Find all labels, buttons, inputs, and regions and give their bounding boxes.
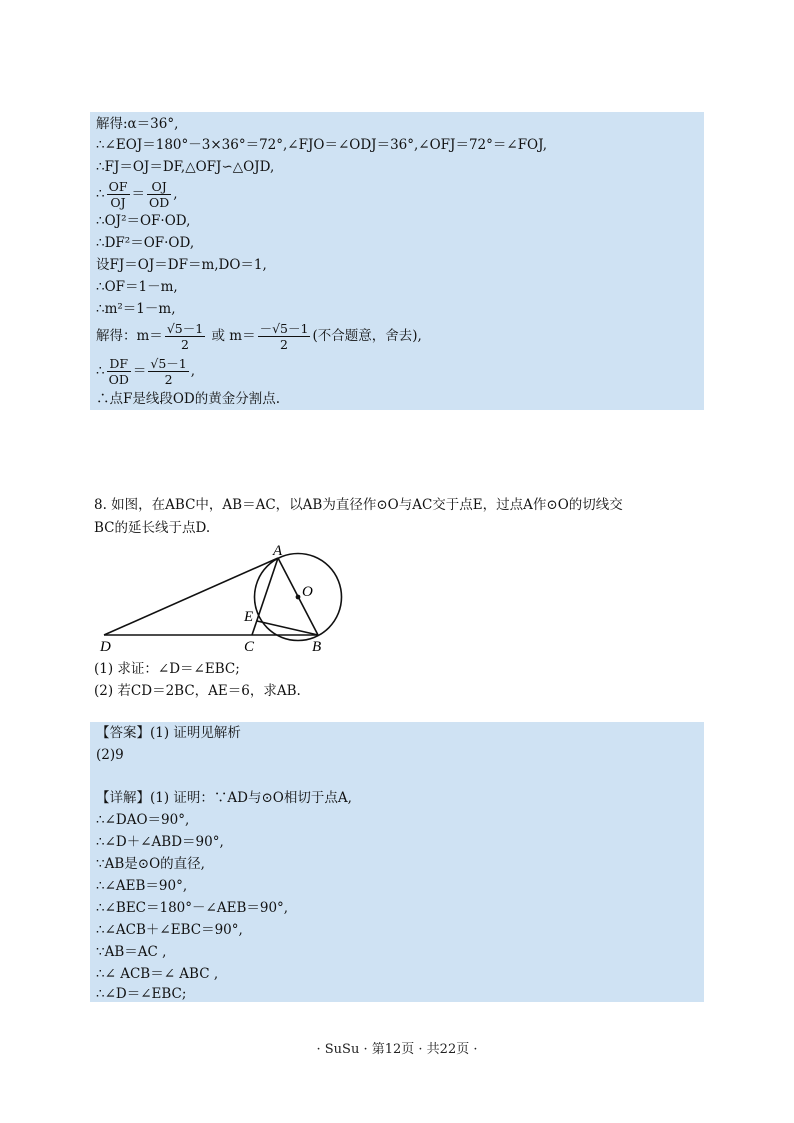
denominator: OD bbox=[108, 372, 129, 387]
detail-line: ∴∠D＝∠EBC; bbox=[96, 986, 187, 1002]
text: , bbox=[190, 363, 196, 379]
segment-eb bbox=[257, 621, 318, 635]
denominator: OD bbox=[149, 195, 170, 210]
detail-line: ∵AB＝AC , bbox=[96, 944, 167, 960]
fraction bbox=[165, 321, 205, 352]
detail-line: ∴∠D＋∠ABD＝90°, bbox=[96, 834, 224, 850]
fraction bbox=[107, 356, 131, 387]
solution-line: ∴OJ²＝OF·OD, bbox=[96, 213, 191, 229]
solution-line-fraction bbox=[96, 355, 195, 387]
solution-box-1 bbox=[90, 112, 704, 410]
detail-line: ∴∠AEB＝90°, bbox=[96, 878, 188, 894]
numerator: －√5－1 bbox=[259, 321, 309, 336]
fraction bbox=[107, 179, 130, 210]
fraction bbox=[148, 356, 188, 387]
question-text: 8. 如图，在ABC中，AB＝AC，以AB为直径作⊙O与AC交于点E，过点A作⊙O的切线交 bbox=[94, 497, 623, 513]
answer-box bbox=[90, 722, 704, 1002]
text: ∴ bbox=[96, 186, 105, 202]
question-part-1: (1) 求证：∠D＝∠EBC; bbox=[94, 661, 240, 677]
text: 或 m＝ bbox=[207, 328, 256, 344]
question-part-2: (2) 若CD＝2BC，AE＝6，求AB. bbox=[94, 683, 301, 699]
numerator: OJ bbox=[147, 179, 171, 195]
answer-line: 【答案】(1) 证明见解析 bbox=[96, 725, 241, 741]
fraction bbox=[147, 179, 171, 210]
text: ＝ bbox=[132, 363, 147, 379]
denominator: OJ bbox=[110, 195, 126, 210]
answer-line: (2)9 bbox=[96, 747, 124, 763]
text: 解得：m＝ bbox=[96, 328, 163, 344]
geometry-figure bbox=[96, 540, 358, 656]
numerator: √5－1 bbox=[150, 356, 187, 371]
solution-line-fraction bbox=[96, 320, 422, 352]
denominator: 2 bbox=[164, 372, 173, 387]
label-o: O bbox=[302, 584, 313, 600]
solution-line-fraction bbox=[96, 178, 178, 210]
solution-line: 解得:α＝36°, bbox=[96, 116, 179, 132]
numerator: √5－1 bbox=[166, 321, 204, 336]
text: (不合题意，舍去), bbox=[312, 328, 422, 344]
solution-line: ∴OF＝1－m, bbox=[96, 279, 178, 295]
detail-line: 【详解】(1) 证明：∵AD与⊙O相切于点A, bbox=[96, 790, 352, 806]
solution-line: ∴m²＝1－m, bbox=[96, 301, 176, 317]
label-b: B bbox=[312, 639, 322, 655]
center-point bbox=[296, 595, 301, 600]
text: ＝ bbox=[131, 186, 146, 202]
denominator: 2 bbox=[280, 337, 288, 352]
solution-line: 设FJ＝OJ＝DF＝m,DO＝1, bbox=[96, 257, 267, 273]
fraction bbox=[258, 321, 311, 352]
numerator: DF bbox=[107, 356, 131, 372]
solution-line: ∴∠EOJ＝180°－3×36°＝72°,∠FJO＝∠ODJ＝36°,∠OFJ＝72°＝∠FOJ, bbox=[96, 137, 548, 153]
detail-line: ∵AB是⊙O的直径, bbox=[96, 856, 205, 872]
solution-line: ∴点F是线段OD的黄金分割点. bbox=[96, 391, 281, 407]
text: ∴ bbox=[96, 363, 105, 379]
detail-line: ∴∠BEC＝180°－∠AEB＝90°, bbox=[96, 900, 289, 916]
numerator: OF bbox=[108, 179, 128, 194]
page-footer: · SuSu · 第12页 · 共22页 · bbox=[316, 1042, 478, 1057]
detail-line: ∴∠ ACB＝∠ ABC , bbox=[96, 966, 219, 982]
label-c: C bbox=[244, 639, 255, 655]
solution-line: ∴FJ＝OJ＝DF,△OFJ∽△OJD, bbox=[96, 159, 275, 175]
denominator: 2 bbox=[181, 337, 189, 352]
question-text: BC的延长线于点D. bbox=[94, 520, 211, 536]
text: , bbox=[173, 186, 178, 202]
detail-line: ∴∠ACB＋∠EBC＝90°, bbox=[96, 922, 243, 938]
label-d: D bbox=[100, 639, 111, 655]
solution-line: ∴DF²＝OF·OD, bbox=[96, 235, 195, 251]
label-e: E bbox=[244, 609, 254, 625]
detail-line: ∴∠DAO＝90°, bbox=[96, 812, 190, 828]
label-a: A bbox=[273, 543, 283, 559]
